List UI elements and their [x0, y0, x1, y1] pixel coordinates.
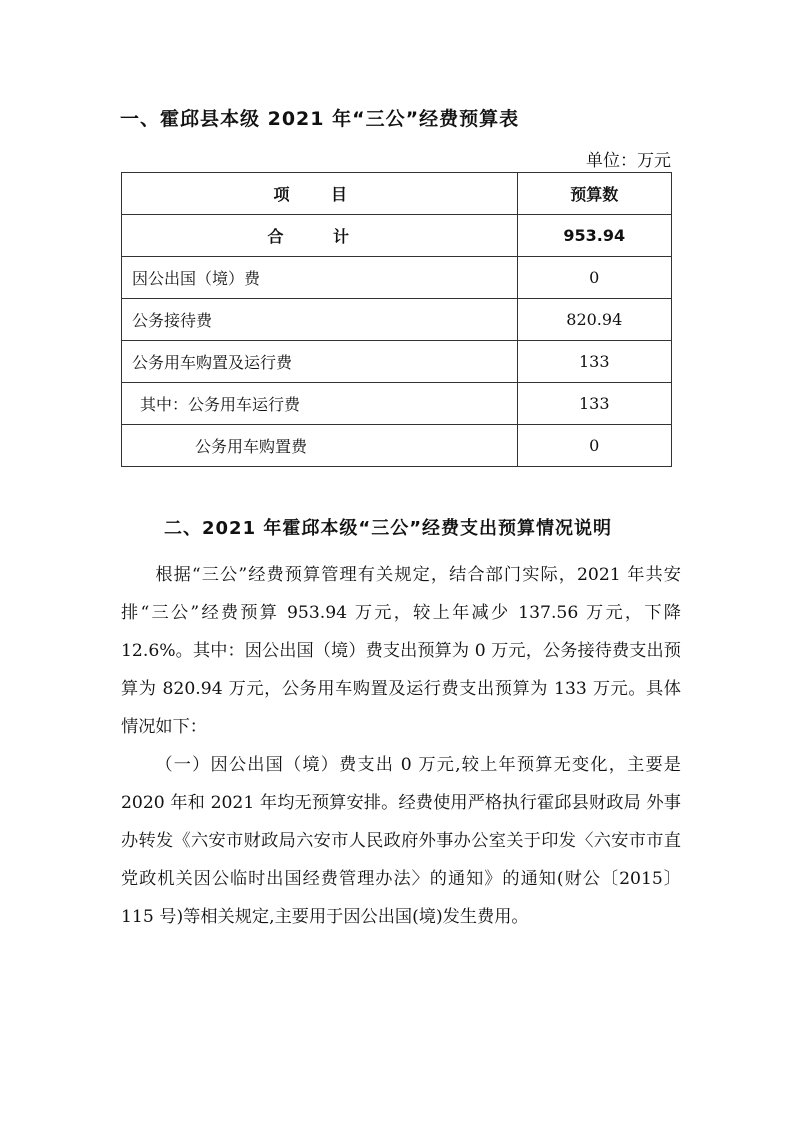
table-row — [122, 383, 672, 425]
row-value-cell: 133 — [517, 383, 671, 425]
table-row — [122, 341, 672, 383]
row-value-cell: 0 — [517, 425, 671, 467]
total-label: 合 计 — [267, 227, 372, 246]
unit-label: 单位：万元 — [586, 151, 671, 171]
total-label-cell — [122, 215, 518, 257]
table-row — [122, 425, 672, 467]
header-item-cell — [122, 173, 518, 215]
table-row — [122, 299, 672, 341]
header-amount-cell: 预算数 — [517, 173, 671, 215]
section-heading-1: 一、霍邱县本级 2021 年“三公”经费预算表 — [120, 108, 520, 130]
table-row — [122, 257, 672, 299]
budget-table — [121, 172, 672, 467]
table-header-row — [122, 173, 672, 215]
row-label-cell: 公务用车购置及运行费 — [122, 341, 518, 383]
paragraph: 根据“三公”经费预算管理有关规定，结合部门实际，2021 年共安排“三公”经费预算 953.94 万元，较上年减少 137.56 万元，下降 12.6%。其中：因公出国（境）费支出预算为 0 万元，公务接待费支出预算为 820.94 万元，公务用车购置及运行费支出预算为 133 万元。具体情况如下： — [121, 565, 681, 737]
body-text — [121, 556, 681, 936]
row-label-cell: 公务用车购置费 — [122, 425, 518, 467]
row-value-cell: 133 — [517, 341, 671, 383]
row-label-cell: 因公出国（境）费 — [122, 257, 518, 299]
row-value-cell: 0 — [517, 257, 671, 299]
row-value-cell: 820.94 — [517, 299, 671, 341]
row-label-cell: 公务接待费 — [122, 299, 518, 341]
header-item-label: 项 目 — [273, 185, 366, 204]
total-value-cell: 953.94 — [517, 215, 671, 257]
row-label-cell: 其中：公务用车运行费 — [122, 383, 518, 425]
total-row — [122, 215, 672, 257]
section-heading-2: 二、2021 年霍邱本级“三公”经费支出预算情况说明 — [164, 518, 613, 539]
paragraph: （一）因公出国（境）费支出 0 万元,较上年预算无变化，主要是 2020 年和 2021 年均无预算安排。经费使用严格执行霍邱县财政局 外事办转发《六安市财政局六安市人民政府外事办公室关于印发〈六安市市直党政机关因公临时出国经费管理办法〉的通知》的通知(财公〔2015〕115 号)等相关规定,主要用于因公出国(境)发生费用。 — [121, 755, 681, 927]
